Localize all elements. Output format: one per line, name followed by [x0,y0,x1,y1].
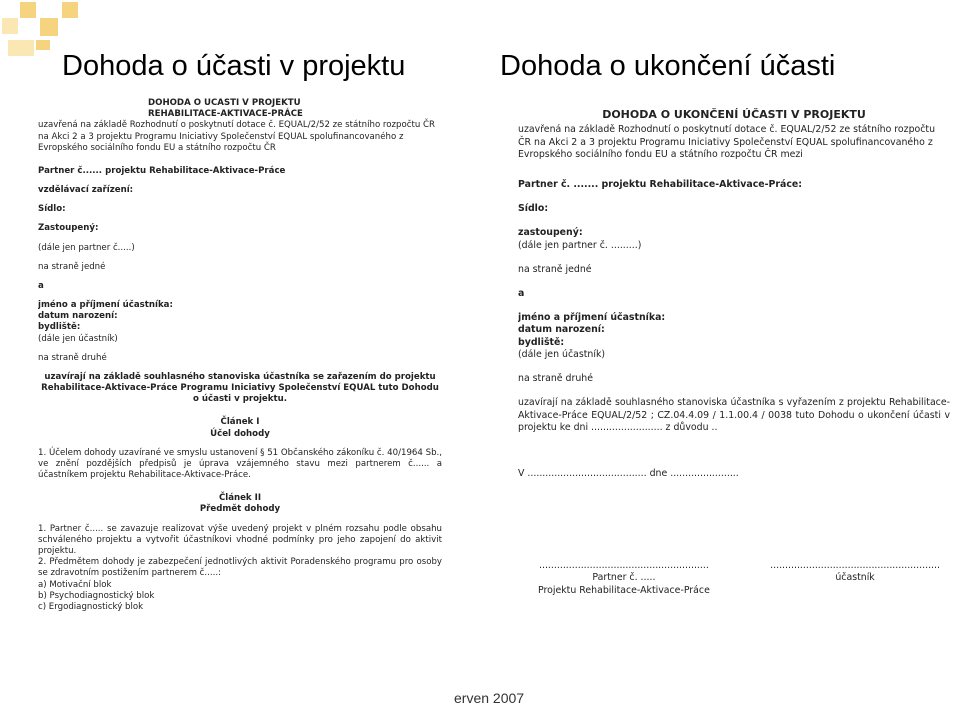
doc-article-paragraph: 2. Předmětem dohody je zabezpečení jednotlivých aktivit Poradenského programu pro osoby se zdravotním postižením partnerem č.....: [38,557,442,579]
signature-block [518,560,950,597]
signature-line: ......................................................... [770,560,940,572]
doc-agreement: uzavírají na základě souhlasného stanoviska účastníka s vyřazením z projektu Rehabilitace-Aktivace-Práce EQUAL/2/52 ; CZ.04.4.09 / 1.1.00.4 / 0038 tuto Dohodu o ukončení účasti v projektu ke dni ........................ z důvodu .. [518,397,950,433]
doc-agreement: uzavírají na základě souhlasného stanoviska účastníka se zařazením do projektu Rehabilitace-Aktivace-Práce Programu Iniciativy Společenství EQUAL tuto Dohodu o účasti v projektu. [41,371,439,405]
signature-label: účastník [835,572,875,584]
doc-list-item: c) Ergodiagnostický blok [38,601,144,612]
doc-heading: DOHODA O ÚČASTI V PROJEKTU [148,98,301,108]
doc-facility: vzdělávací zařízení: [38,185,134,196]
doc-and: a [38,280,44,291]
doc-list-item: a) Motivační blok [38,579,112,590]
decor-square [62,2,78,18]
right-document [518,108,950,688]
doc-article-subtitle: Předmět dohody [199,504,281,515]
signature-label: Partner č. ..... [592,572,656,584]
doc-seat: Sídlo: [518,203,549,215]
doc-article-title: Článek II [218,493,262,504]
doc-partner-ref: (dále jen partner č.....) [38,242,135,253]
doc-intro: uzavřená na základě Rozhodnutí o poskytnutí dotace č. EQUAL/2/52 ze státního rozpočtu ČR na Akci 2 a 3 projektu Programu Iniciativy Společenství EQUAL spolufinancovaného z Evropského sociálního fondu EU a státního rozpočtu ČR [38,120,436,153]
doc-article-paragraph: 1. Partner č..... se zavazuje realizovat výše uvedený projekt v plném rozsahu podle obsahu schváleného projektu a vytvořit účastníkovi vhodné podmínky pro jeho zapojení do aktivit projektu. [38,523,442,556]
doc-and: a [518,288,525,300]
doc-birth-date: datum narození: [38,311,118,322]
doc-participant-ref: (dále jen účastník) [518,348,606,360]
doc-side-two: na straně druhé [518,373,593,385]
decor-square [36,40,50,50]
doc-participant-ref: (dále jen účastník) [38,333,118,344]
doc-place-date: V ........................................ dne ....................... [518,468,739,480]
doc-participant-name: jméno a příjmení účastníka: [38,300,173,311]
doc-article-subtitle: Účel dohody [210,428,270,439]
doc-article-paragraph: 1. Účelem dohody uzavírané ve smyslu ustanovení § 51 Občanského zákoníku č. 40/1964 Sb., ve znění pozdějších předpisů je úprava vzájemného stavu mezi partnerem č...... a účastníkem projektu Rehabilitace-Aktivace-Práce. [38,447,442,481]
doc-partner: Partner č...... projektu Rehabilitace-Aktivace-Práce [38,165,286,176]
doc-represented: zastoupený: [518,227,583,239]
doc-side-two: na straně druhé [38,352,107,363]
doc-residence: bydliště: [518,336,565,348]
decor-square [20,2,36,18]
doc-partner: Partner č. ....... projektu Rehabilitace-Aktivace-Práce: [518,178,803,190]
left-title: Dohoda o účasti v projektu [62,50,406,82]
doc-participant-name: jméno a příjmení účastníka: [518,312,666,324]
decor-square [2,18,18,34]
signature-partner [538,560,710,597]
doc-represented: Zastoupený: [38,223,99,234]
signature-label: Projektu Rehabilitace-Aktivace-Práce [538,584,710,596]
decor-square [40,18,58,36]
doc-birth-date: datum narození: [518,324,605,336]
decor-square [8,40,34,56]
signature-line: ......................................................... [538,560,709,572]
footer-date: erven 2007 [454,690,525,706]
doc-heading: DOHODA O UKONČENÍ ÚČASTI V PROJEKTU [602,108,866,121]
doc-article-title: Článek I [220,417,260,428]
doc-partner-ref: (dále jen partner č. .........) [518,239,642,251]
doc-seat: Sídlo: [38,204,66,215]
doc-intro: uzavřená na základě Rozhodnutí o poskytnutí dotace č. EQUAL/2/52 ze státního rozpočtu ČR na Akci 2 a 3 projektu Programu Iniciativy Společenství EQUAL spolufinancovaného z Evropského sociálního fondu EU a státního rozpočtu ČR mezi [518,124,936,160]
doc-residence: bydliště: [38,322,81,333]
doc-side-one: na straně jedné [38,261,106,272]
right-title: Dohoda o ukončení účasti [500,50,836,82]
doc-list-item: b) Psychodiagnostický blok [38,590,155,601]
doc-heading: REHABILITACE-AKTIVACE-PRÁCE [148,109,303,120]
signature-participant [770,560,940,597]
left-document [38,98,442,700]
doc-side-one: na straně jedné [518,263,592,275]
